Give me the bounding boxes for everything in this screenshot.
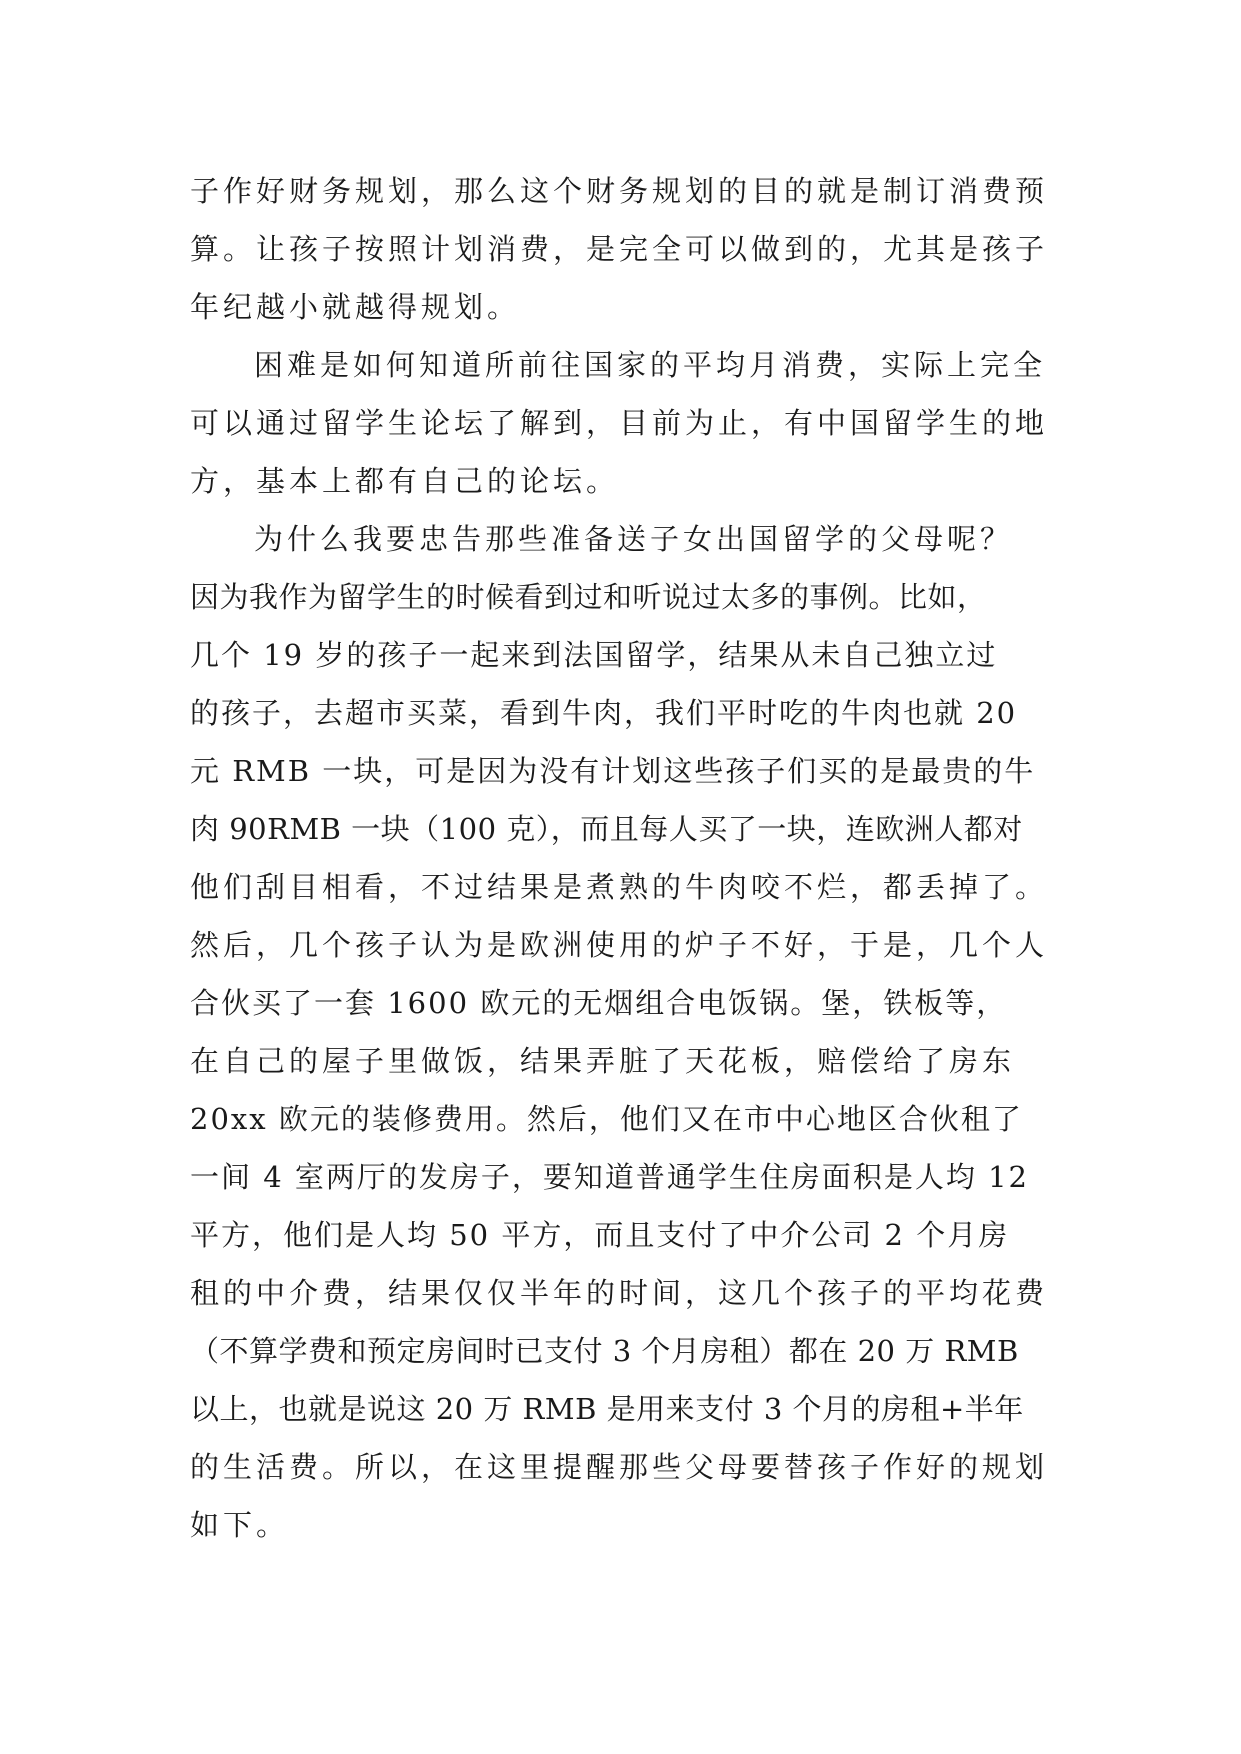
text-line: 因为我作为留学生的时候看到过和听说过太多的事例。比如， bbox=[190, 580, 987, 614]
text-line: 租的中介费，结果仅仅半年的时间，这几个孩子的平均花费 bbox=[190, 1276, 1049, 1310]
text-line: 如下。 bbox=[190, 1508, 290, 1542]
text-line: 子作好财务规划，那么这个财务规划的目的就是制订消费预 bbox=[190, 174, 1049, 208]
paragraph-start-line: 困难是如何知道所前往国家的平均月消费，实际上完全 bbox=[254, 348, 1047, 382]
text-line: （不算学费和预定房间时已支付 3 个月房租）都在 20 万 RMB bbox=[190, 1334, 1019, 1368]
text-line: 肉 90RMB 一块（100 克），而且每人买了一块，连欧洲人都对 bbox=[190, 812, 1023, 846]
body-text bbox=[190, 162, 1070, 1554]
text-line: 他们刮目相看，不过结果是煮熟的牛肉咬不烂，都丢掉了。 bbox=[190, 870, 1049, 904]
text-line: 可以通过留学生论坛了解到，目前为止，有中国留学生的地 bbox=[190, 406, 1049, 440]
text-line: 在自己的屋子里做饭，结果弄脏了天花板，赔偿给了房东 bbox=[190, 1044, 1016, 1078]
text-line: 以上，也就是说这 20 万 RMB 是用来支付 3 个月的房租+半年 bbox=[190, 1392, 1024, 1426]
text-line: 的孩子，去超市买菜，看到牛肉，我们平时吃的牛肉也就 20 bbox=[190, 696, 1018, 730]
text-line: 元 RMB 一块，可是因为没有计划这些孩子们买的是最贵的牛 bbox=[190, 754, 1036, 788]
text-line: 年纪越小就越得规划。 bbox=[190, 290, 521, 324]
text-line: 20xx 欧元的装修费用。然后，他们又在市中心地区合伙租了 bbox=[190, 1102, 1023, 1136]
text-line: 然后，几个孩子认为是欧洲使用的炉子不好，于是，几个人 bbox=[190, 928, 1049, 962]
text-line: 平方，他们是人均 50 平方，而且支付了中介公司 2 个月房 bbox=[190, 1218, 1010, 1252]
text-line: 的生活费。所以，在这里提醒那些父母要替孩子作好的规划 bbox=[190, 1450, 1049, 1484]
text-line: 方，基本上都有自己的论坛。 bbox=[190, 464, 620, 498]
text-line: 合伙买了一套 1600 欧元的无烟组合电饭锅。堡，铁板等， bbox=[190, 986, 1008, 1020]
paragraph-start-line: 为什么我要忠告那些准备送子女出国留学的父母呢？ bbox=[254, 522, 1014, 556]
text-line: 一间 4 室两厅的发房子，要知道普通学生住房面积是人均 12 bbox=[190, 1160, 1030, 1194]
text-line: 几个 19 岁的孩子一起来到法国留学，结果从未自己独立过 bbox=[190, 638, 998, 672]
text-line: 算。让孩子按照计划消费，是完全可以做到的，尤其是孩子 bbox=[190, 232, 1049, 266]
